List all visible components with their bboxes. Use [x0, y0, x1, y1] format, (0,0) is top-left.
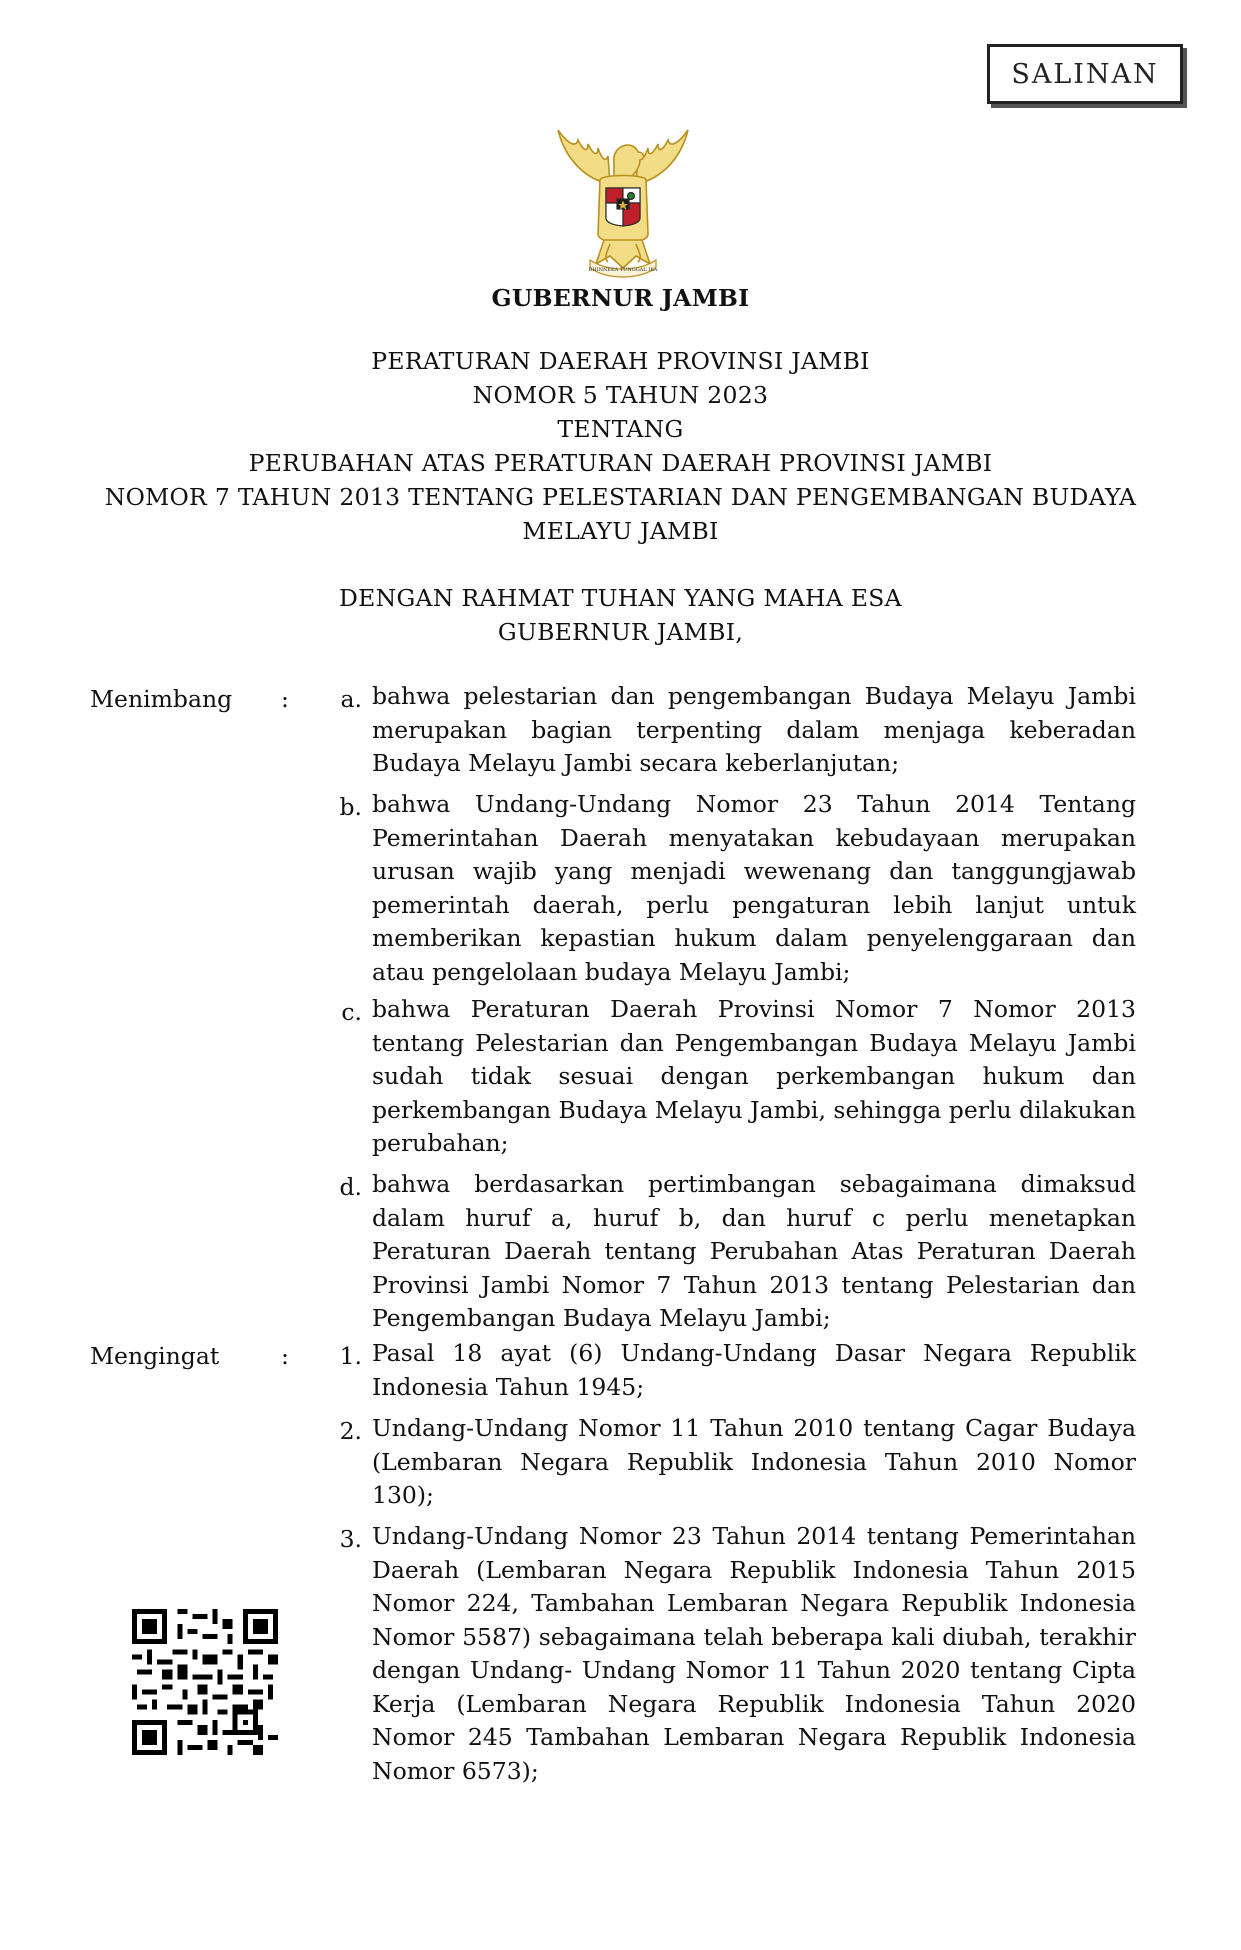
menimbang-colon: : — [281, 685, 289, 713]
mengingat-item-text: Pasal 18 ayat (6) Undang-Undang Dasar Negara Republik Indonesia Tahun 1945; — [372, 1339, 1136, 1401]
title-line: MELAYU JAMBI — [522, 517, 719, 545]
mengingat-item-marker: 2. — [339, 1417, 362, 1445]
mengingat-label: Mengingat — [90, 1342, 220, 1370]
governor-title: GUBERNUR JAMBI — [491, 284, 750, 312]
title-line: TENTANG — [557, 415, 684, 443]
title-line: PERATURAN DAERAH PROVINSI JAMBI — [371, 347, 870, 375]
menimbang-item-text: bahwa Peraturan Daerah Provinsi Nomor 7 Nomor 2013 tentang Pelestarian dan Pengembangan Budaya Melayu Jambi sudah tidak sesuai dengan perkembangan hukum dan perkembangan Budaya Melayu Jambi, sehingga perlu dilakukan perubahan; — [372, 995, 1136, 1157]
preamble-line: GUBERNUR JAMBI, — [497, 618, 744, 646]
menimbang-item-marker: d. — [339, 1173, 362, 1201]
title-line: NOMOR 7 TAHUN 2013 TENTANG PELESTARIAN DAN PENGEMBANGAN BUDAYA — [104, 483, 1137, 511]
mengingat-item-text: Undang-Undang Nomor 23 Tahun 2014 tentang Pemerintahan Daerah (Lembaran Negara Republik Indonesia Tahun 2015 Nomor 224, Tambahan Lembaran Negara Republik Indonesia Nomor 5587) sebagaimana telah beberapa kali diubah, terakhir dengan Undang- Undang Nomor 11 Tahun 2020 tentang Cipta Kerja (Lembaran Negara Republik Indonesia Tahun 2020 Nomor 245 Tambahan Lembaran Negara Republik Indonesia Nomor 6573); — [372, 1522, 1136, 1785]
emblem-motto: BHINNEKA TUNGGAL IKA — [588, 267, 658, 273]
preamble-line: DENGAN RAHMAT TUHAN YANG MAHA ESA — [339, 584, 902, 612]
menimbang-item-text: bahwa Undang-Undang Nomor 23 Tahun 2014 Tentang Pemerintahan Daerah menyatakan kebudayaan merupakan urusan wajib yang menjadi wewenang dan tanggungjawab pemerintah daerah, perlu pengaturan lebih lanjut untuk memberikan kepastian hukum dalam penyelenggaraan dan atau pengelolaan budaya Melayu Jambi; — [372, 790, 1136, 986]
menimbang-item-marker: b. — [339, 793, 362, 821]
menimbang-item-text: bahwa pelestarian dan pengembangan Budaya Melayu Jambi merupakan bagian terpenting dalam menjaga keberadan Budaya Melayu Jambi secara keberlanjutan; — [372, 682, 1136, 777]
garuda-emblem-icon — [548, 122, 698, 280]
mengingat-item-marker: 3. — [339, 1525, 362, 1553]
menimbang-label: Menimbang — [90, 685, 233, 713]
mengingat-item-text: Undang-Undang Nomor 11 Tahun 2010 tentang Cagar Budaya (Lembaran Negara Republik Indonesia Tahun 2010 Nomor 130); — [372, 1414, 1136, 1509]
salinan-stamp: SALINAN — [987, 44, 1183, 104]
title-line: NOMOR 5 TAHUN 2023 — [472, 381, 769, 409]
menimbang-item-marker: a. — [340, 685, 362, 713]
title-line: PERUBAHAN ATAS PERATURAN DAERAH PROVINSI JAMBI — [248, 449, 993, 477]
mengingat-colon: : — [281, 1342, 289, 1370]
menimbang-item-text: bahwa berdasarkan pertimbangan sebagaimana dimaksud dalam huruf a, huruf b, dan huruf c perlu menetapkan Peraturan Daerah tentang Perubahan Atas Peraturan Daerah Provinsi Jambi Nomor 7 Tahun 2013 tentang Pelestarian dan Pengembangan Budaya Melayu Jambi; — [372, 1170, 1136, 1332]
menimbang-item-marker: c. — [341, 998, 362, 1026]
mengingat-item-marker: 1. — [339, 1342, 362, 1370]
qr-code-icon[interactable] — [132, 1609, 278, 1755]
